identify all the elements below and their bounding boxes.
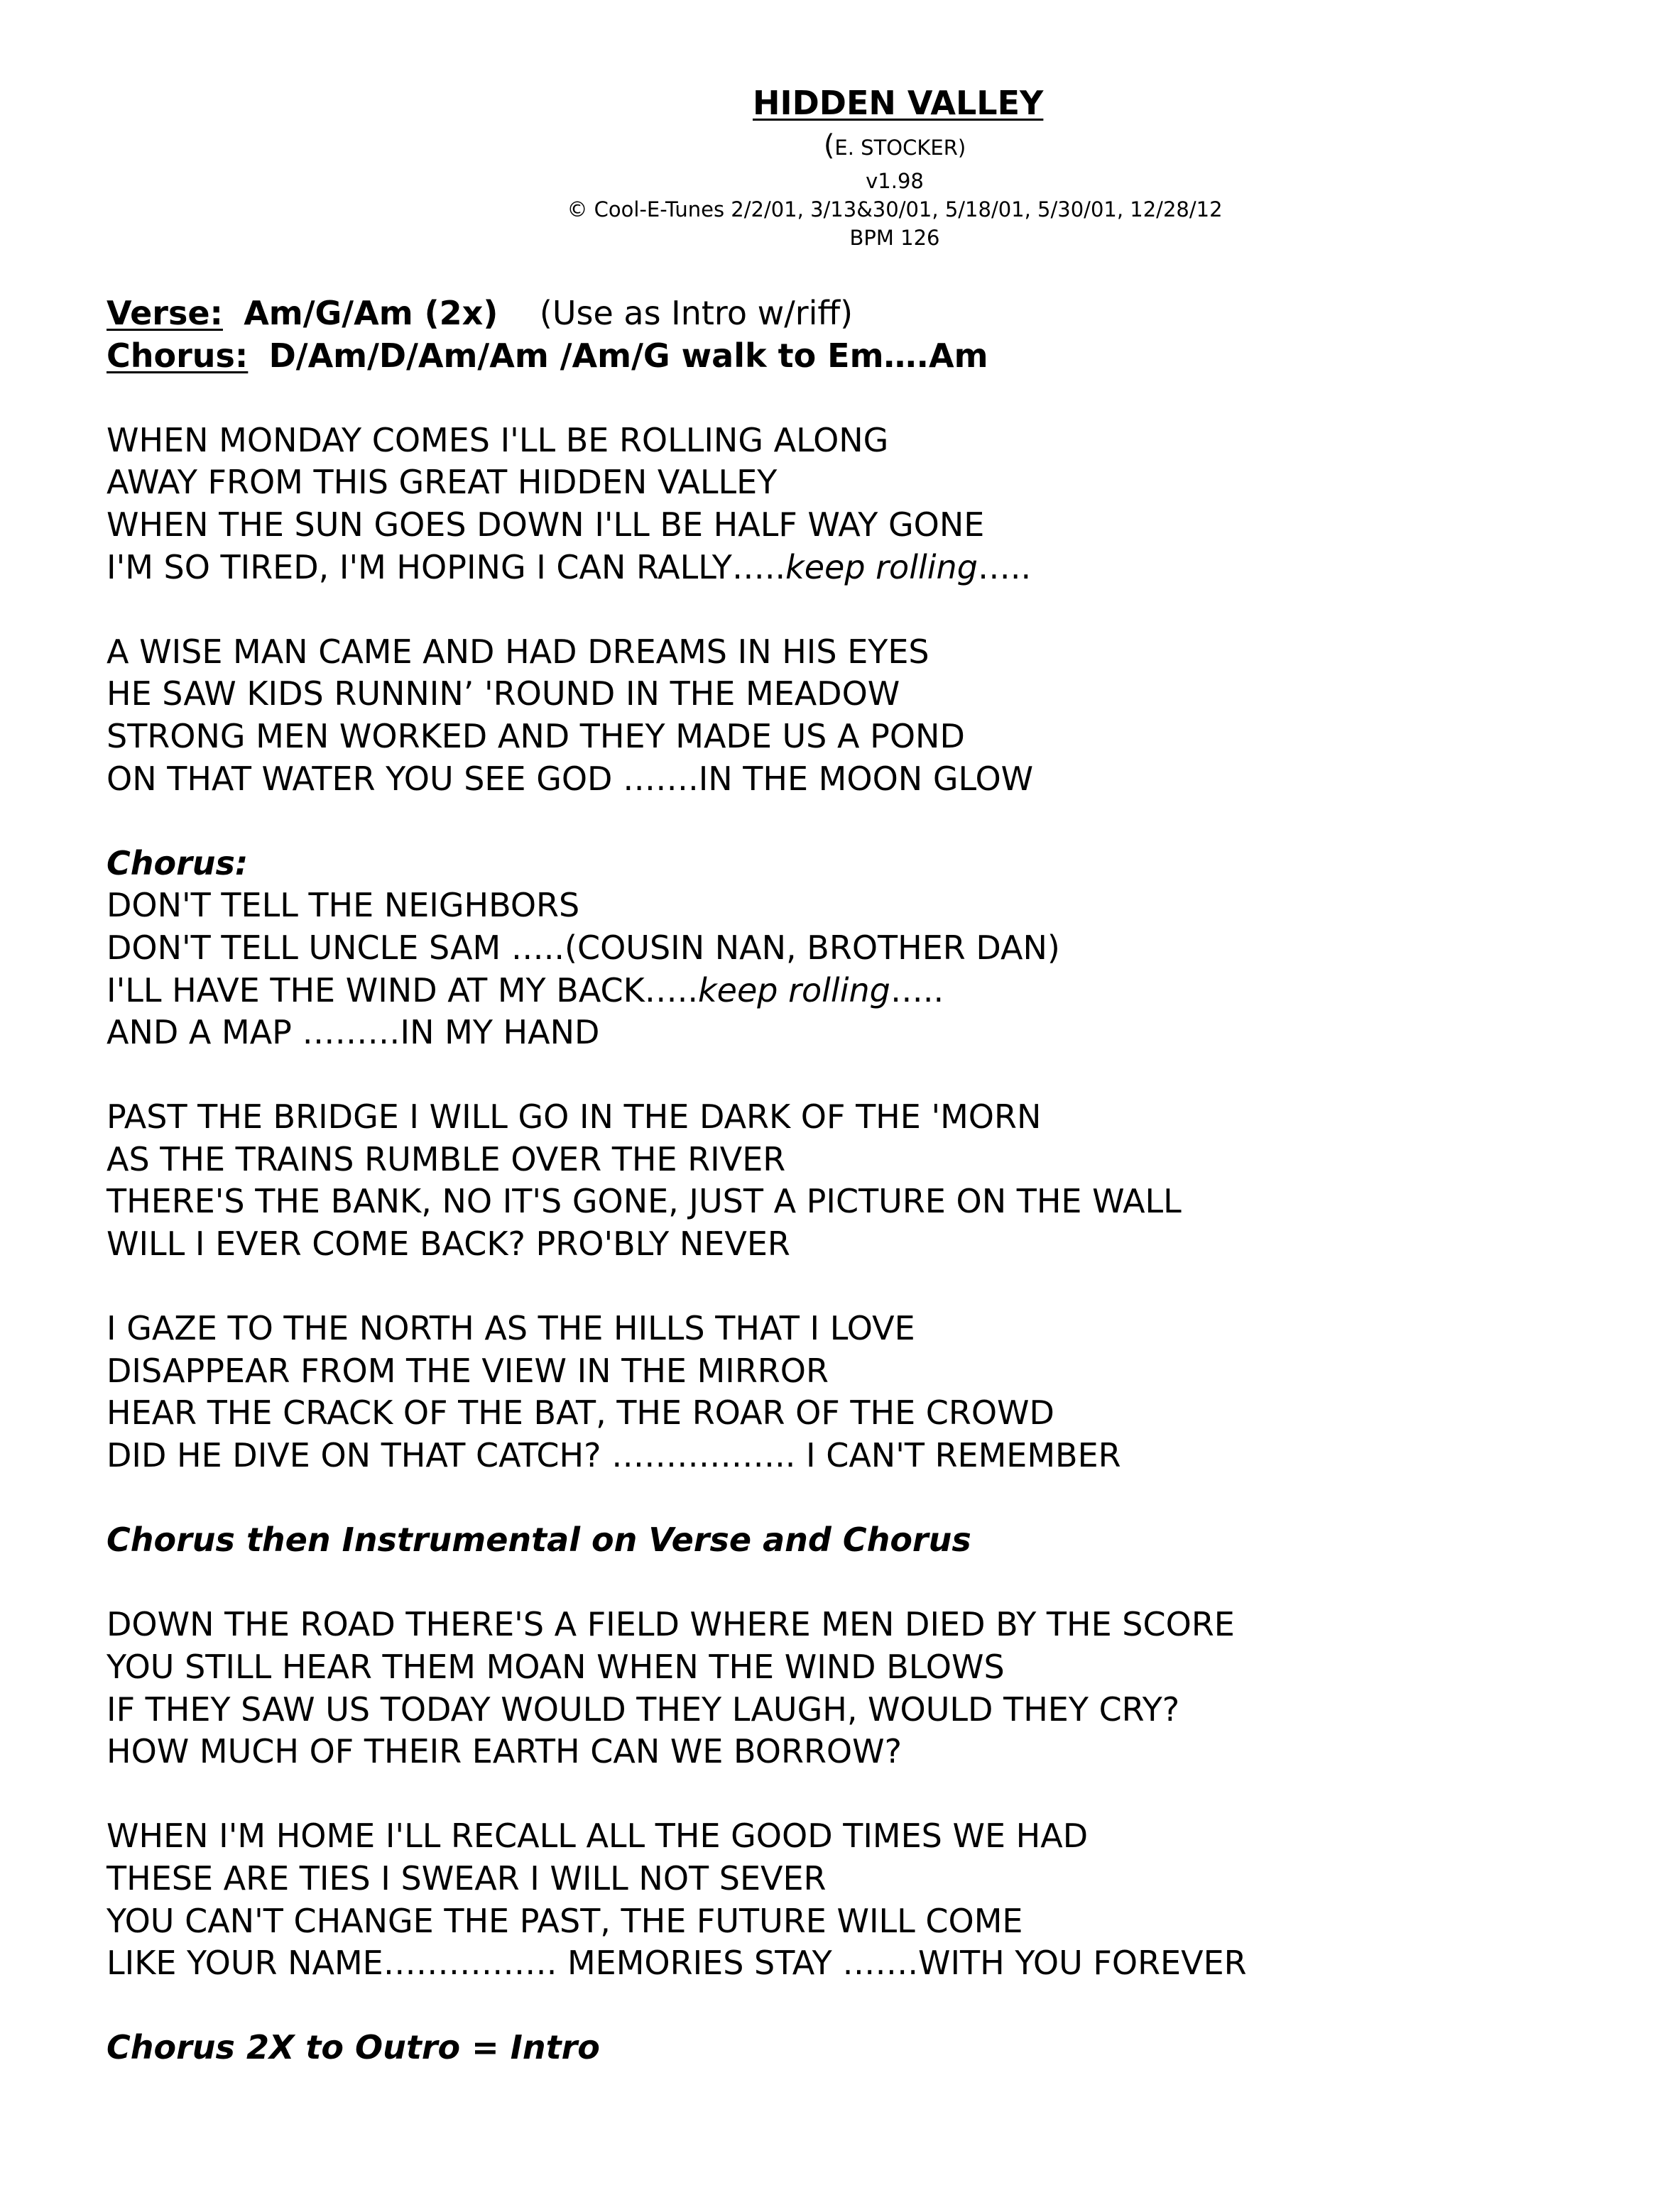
lyric-line: ON THAT WATER YOU SEE GOD …….IN THE MOON GLOW — [107, 759, 1034, 798]
spacer — [107, 1773, 1598, 1816]
lyric-line: IF THEY SAW US TODAY WOULD THEY LAUGH, WOULD THEY CRY? — [107, 1690, 1180, 1729]
chorus-chords-line — [107, 335, 1598, 378]
lyric-line — [107, 547, 1598, 589]
spacer — [107, 1266, 1598, 1308]
lyric-line: DID HE DIVE ON THAT CATCH? …………….. I CAN'T REMEMBER — [107, 1436, 1121, 1475]
lyric-line: WHEN I'M HOME I'LL RECALL ALL THE GOOD TIMES WE HAD — [107, 1817, 1089, 1856]
lyric-line: THESE ARE TIES I SWEAR I WILL NOT SEVER — [107, 1858, 827, 1898]
author-open-paren: ( — [823, 129, 835, 162]
spacer — [107, 1054, 1598, 1097]
author-name: E. STOCKER) — [834, 136, 966, 160]
chorus-line: DON'T TELL THE NEIGHBORS — [107, 886, 580, 925]
spacer — [107, 588, 1598, 631]
instrumental-heading: Chorus then Instrumental on Verse and Chorus — [107, 1521, 971, 1560]
verse-note: (Use as Intro w/riff) — [539, 294, 854, 332]
chorus-label: Chorus: — [107, 336, 249, 375]
lyric-line: WHEN THE SUN GOES DOWN I'LL BE HALF WAY GONE — [107, 505, 985, 544]
verse-chords-line — [107, 292, 1598, 335]
song-version: v1.98 — [866, 169, 924, 193]
spacer — [107, 1477, 1598, 1520]
lyric-line: AS THE TRAINS RUMBLE OVER THE RIVER — [107, 1139, 786, 1178]
verse-chords: Am/G/Am (2x) — [244, 294, 498, 332]
lyric-line: DOWN THE ROAD THERE'S A FIELD WHERE MEN DIED BY THE SCORE — [107, 1605, 1235, 1644]
spacer — [107, 377, 1598, 420]
spacer — [107, 1562, 1598, 1604]
lyric-tail: ….. — [977, 547, 1032, 586]
lyric-italic: keep rolling — [785, 547, 978, 586]
lyric-text: I'LL HAVE THE WIND AT MY BACK….. — [107, 970, 699, 1009]
chorus-line: DON'T TELL UNCLE SAM …..(COUSIN NAN, BROTHER DAN) — [107, 928, 1060, 967]
lyric-line: WILL I EVER COME BACK? PRO'BLY NEVER — [107, 1225, 790, 1264]
lyric-line: A WISE MAN CAME AND HAD DREAMS IN HIS EYES — [107, 632, 929, 671]
lyric-line: I GAZE TO THE NORTH AS THE HILLS THAT I LOVE — [107, 1309, 915, 1348]
lyric-text: I'M SO TIRED, I'M HOPING I CAN RALLY….. — [107, 547, 786, 586]
lyric-line: WHEN MONDAY COMES I'LL BE ROLLING ALONG — [107, 420, 889, 459]
lyric-line: HEAR THE CRACK OF THE BAT, THE ROAR OF THE CROWD — [107, 1394, 1054, 1433]
chorus-line — [107, 970, 1598, 1012]
chorus-chords: D/Am/D/Am/Am /Am/G walk to Em….Am — [268, 336, 988, 375]
lyric-tail: ….. — [890, 970, 944, 1009]
chorus-heading: Chorus: — [107, 843, 249, 882]
song-title: HIDDEN VALLEY — [753, 84, 1044, 122]
lyric-line: STRONG MEN WORKED AND THEY MADE US A POND — [107, 716, 965, 755]
lyric-line: HE SAW KIDS RUNNIN’ 'ROUND IN THE MEADOW — [107, 674, 900, 713]
song-author — [753, 129, 1037, 162]
spacer — [107, 800, 1598, 843]
lyric-line: LIKE YOUR NAME……………. MEMORIES STAY …….WITH YOU FOREVER — [107, 1944, 1247, 1983]
spacer — [107, 1985, 1598, 2027]
lyric-line: HOW MUCH OF THEIR EARTH CAN WE BORROW? — [107, 1732, 903, 1771]
lyric-italic: keep rolling — [698, 970, 890, 1009]
lyric-line: YOU CAN'T CHANGE THE PAST, THE FUTURE WILL COME — [107, 1901, 1023, 1940]
copyright-line: © Cool-E-Tunes 2/2/01, 3/13&30/01, 5/18/01, 5/30/01, 12/28/12 — [567, 197, 1223, 221]
song-body — [107, 292, 1598, 2069]
bpm-line: BPM 126 — [849, 226, 940, 250]
lyric-line: AWAY FROM THIS GREAT HIDDEN VALLEY — [107, 463, 778, 502]
outro-heading: Chorus 2X to Outro = Intro — [107, 2028, 600, 2067]
lyric-line: PAST THE BRIDGE I WILL GO IN THE DARK OF THE 'MORN — [107, 1097, 1042, 1137]
lyric-line: DISAPPEAR FROM THE VIEW IN THE MIRROR — [107, 1351, 829, 1390]
verse-label: Verse: — [107, 294, 223, 332]
lyric-line: YOU STILL HEAR THEM MOAN WHEN THE WIND BLOWS — [107, 1648, 1005, 1686]
lyric-line: THERE'S THE BANK, NO IT'S GONE, JUST A PICTURE ON THE WALL — [107, 1182, 1182, 1221]
chorus-line: AND A MAP ………IN MY HAND — [107, 1013, 600, 1052]
